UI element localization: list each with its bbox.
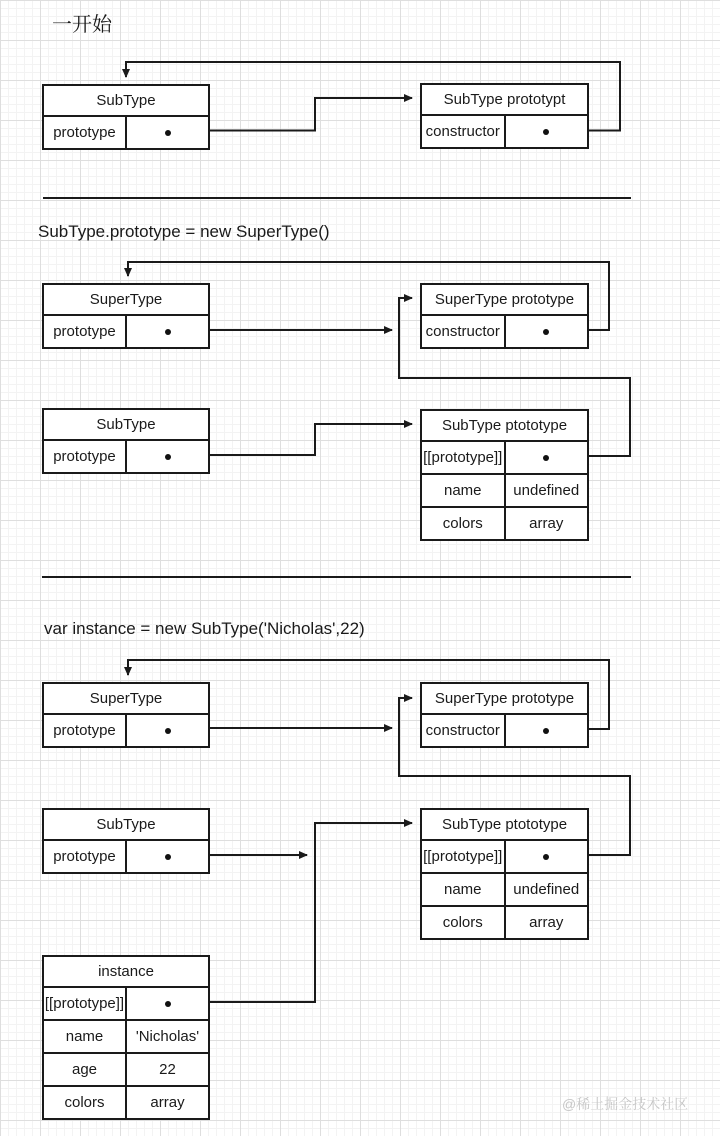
pointer-dot-icon [165,454,171,460]
pointer-cell [125,117,208,148]
property-value: undefined [504,475,588,506]
box-title: SuperType [89,291,163,308]
box-s2-subtype [42,408,210,474]
box-s2-supertype-prototype [420,283,589,349]
pointer-dot-icon [543,129,549,135]
box-title: instance [98,963,154,980]
section-title-instance-creation: var instance = new SubType('Nicholas',22) [44,619,365,638]
property-key: prototype [53,323,116,340]
table-row [44,1052,208,1085]
table-row [422,713,587,746]
property-key: colors [442,515,483,532]
property-key: prototype [53,722,116,739]
property-value: 'Nicholas' [125,1021,208,1052]
box-s1-subtype-prototypt [420,83,589,149]
pointer-cell [504,715,588,746]
property-key: age [71,1061,98,1078]
property-key: colors [64,1094,105,1111]
table-row [44,839,208,872]
pointer-cell [504,442,588,473]
pointer-dot-icon [165,130,171,136]
box-title: SubType [96,416,156,433]
table-row [422,905,587,938]
box-title: SubType [96,816,156,833]
box-title: SubType ptototype [441,816,568,833]
pointer-cell [504,316,588,347]
table-row [44,1085,208,1118]
box-s2-subtype-ptototype [420,409,589,541]
table-row [422,872,587,905]
box-s3-supertype [42,682,210,748]
pointer-dot-icon [543,728,549,734]
section-title-beginning: 一开始 [52,14,112,36]
property-value: array [504,508,588,539]
section-divider-2 [42,576,631,578]
pointer-cell [504,116,588,147]
pointer-dot-icon [165,1001,171,1007]
table-row [44,314,208,347]
property-key: prototype [53,124,116,141]
box-title: SubType ptototype [441,417,568,434]
box-title: SuperType [89,690,163,707]
box-title: SuperType prototype [434,291,575,308]
pointer-dot-icon [165,854,171,860]
property-key: colors [442,914,483,931]
pointer-dot-icon [543,455,549,461]
table-row [422,839,587,872]
connector-s3-instance-protolink [210,823,412,1002]
pointer-cell [125,988,208,1019]
property-key: name [443,881,482,898]
box-s3-supertype-prototype [420,682,589,748]
connector-s1-prototype-to-prototypt [210,98,412,131]
property-key: name [443,482,482,499]
watermark-juejin: @稀土掘金技术社区 [562,1096,689,1112]
box-title: SubType [96,92,156,109]
pointer-dot-icon [543,329,549,335]
table-row [422,314,587,347]
box-s3-subtype-ptototype [420,808,589,940]
box-title: SubType prototypt [443,91,566,108]
table-row [44,115,208,148]
box-title: SuperType prototype [434,690,575,707]
pointer-cell [504,841,588,872]
property-value: 22 [125,1054,208,1085]
pointer-cell [125,441,208,472]
connector-s2-subtype-prototype-link [210,424,412,455]
box-s1-subtype [42,84,210,150]
table-row [422,114,587,147]
property-key: [[prototype]] [423,449,503,466]
pointer-dot-icon [165,329,171,335]
table-row [44,1019,208,1052]
pointer-dot-icon [543,854,549,860]
table-row [422,506,587,539]
property-value: undefined [504,874,588,905]
property-key: constructor [425,722,500,739]
section-title-prototype-assignment: SubType.prototype = new SuperType() [38,222,330,241]
property-key: prototype [53,848,116,865]
table-row [422,440,587,473]
property-value: array [504,907,588,938]
pointer-cell [125,841,208,872]
pointer-cell [125,316,208,347]
pointer-cell [125,715,208,746]
property-key: constructor [425,123,500,140]
box-s3-subtype [42,808,210,874]
property-key: constructor [425,323,500,340]
pointer-dot-icon [165,728,171,734]
box-s3-instance [42,955,210,1120]
section-divider-1 [43,197,631,199]
table-row [44,439,208,472]
property-key: name [65,1028,104,1045]
table-row [422,473,587,506]
box-s2-supertype [42,283,210,349]
table-row [44,986,208,1019]
table-row [44,713,208,746]
property-key: [[prototype]] [44,995,125,1012]
property-value: array [125,1087,208,1118]
property-key: prototype [53,448,116,465]
property-key: [[prototype]] [423,848,503,865]
